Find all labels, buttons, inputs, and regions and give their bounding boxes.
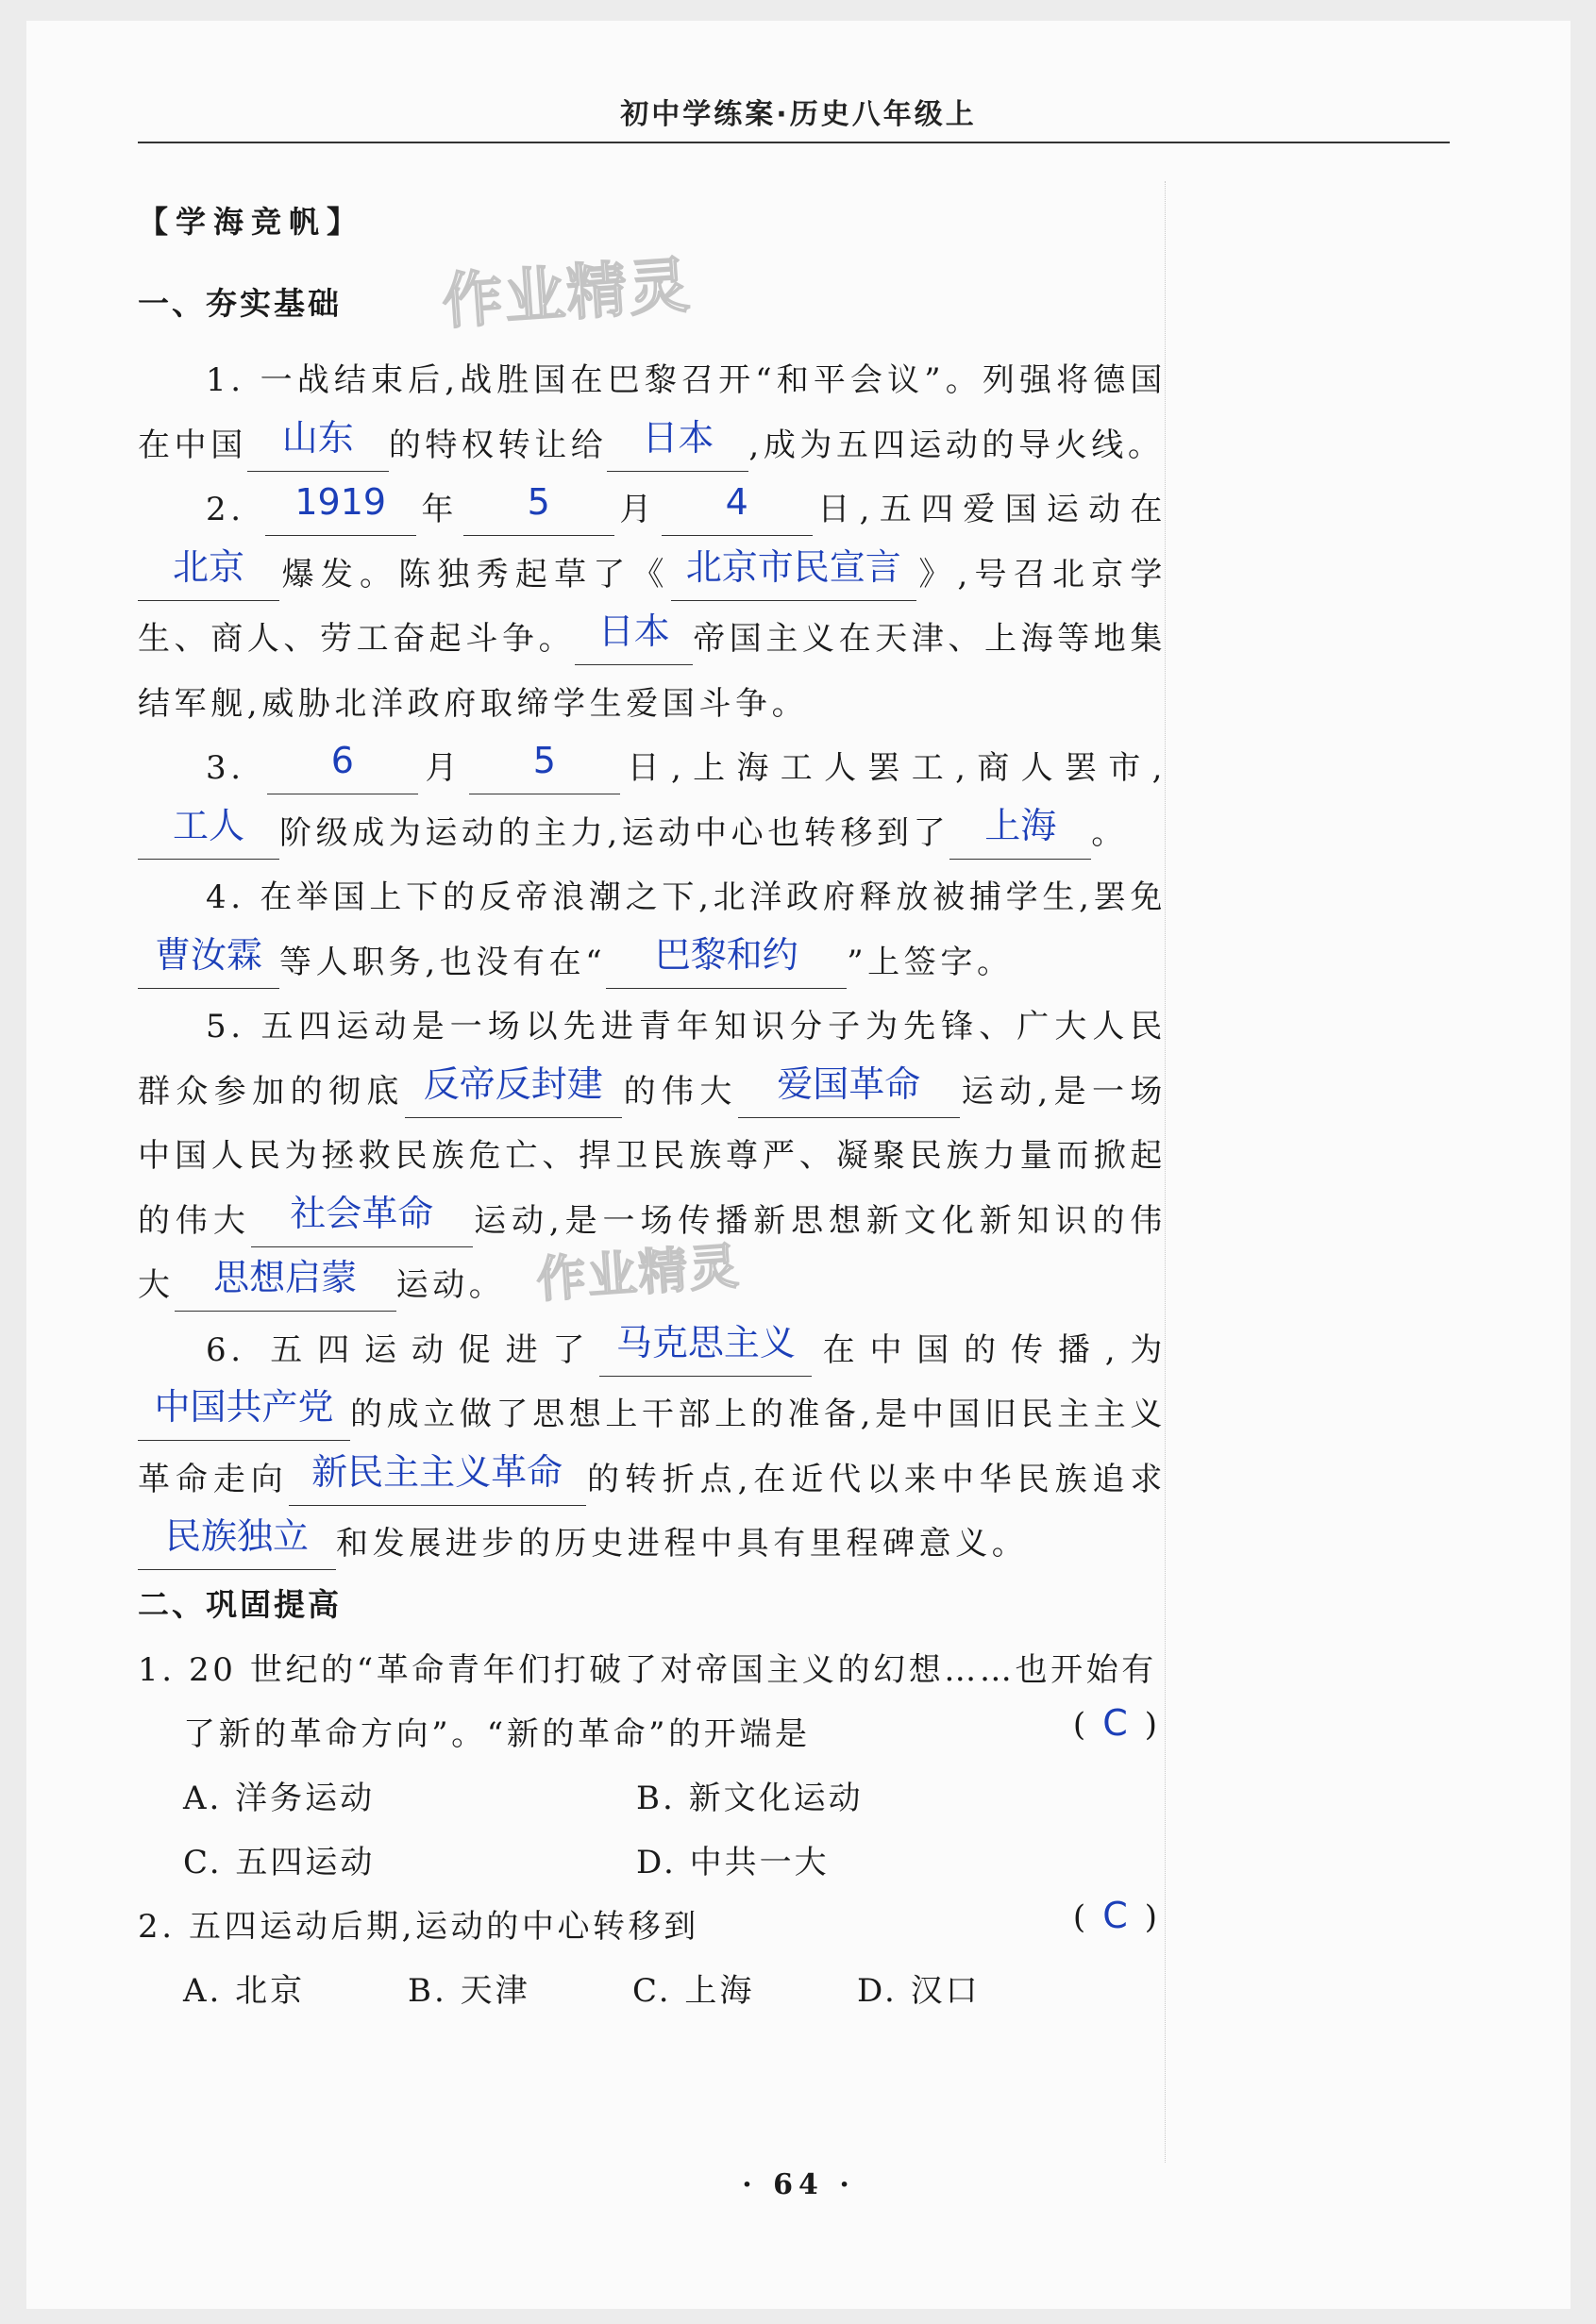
answer-blank[interactable]: 爱国革命 [738, 1072, 960, 1118]
answer-parentheses[interactable]: ( C ) [1072, 1894, 1157, 1936]
answer-blank[interactable]: 日本 [607, 426, 748, 472]
answer-blank[interactable]: 思想启蒙 [175, 1265, 396, 1312]
page-header-title: 初中学练案·历史八年级上 [620, 98, 977, 131]
answer-parentheses[interactable]: ( C ) [1072, 1701, 1157, 1744]
answer-blank[interactable]: 社会革命 [251, 1201, 473, 1247]
main-content [138, 198, 1167, 2023]
question-4: 4. 在举国上下的反帝浪潮之下,北洋政府释放被捕学生,罢免曹汝霖 等人职务,也没有在“ 巴黎和约 ”上签字。 [138, 865, 1167, 995]
option-d[interactable]: D. 中共一大 [636, 1843, 830, 1881]
option-row [138, 1766, 1167, 1831]
workbook-page [26, 21, 1571, 2309]
header-divider [138, 142, 1450, 143]
answer-blank[interactable]: 4 [662, 490, 813, 536]
mc-question-stem: 1. 20 世纪的“革命青年们打破了对帝国主义的幻想……也开始有了新的革命方向”。“新的革命”的开端是 [138, 1650, 1157, 1753]
mc-question-1 [138, 1638, 1167, 1895]
selected-answer: C [1102, 1894, 1128, 1936]
option-b[interactable]: B. 天津 [408, 1971, 530, 2010]
option-c[interactable]: C. 五四运动 [183, 1843, 376, 1881]
answer-blank[interactable]: 1919 [265, 490, 416, 536]
answer-blank[interactable]: 日本 [575, 619, 693, 665]
answer-blank[interactable]: 5 [469, 748, 620, 794]
answer-blank[interactable]: 巴黎和约 [606, 943, 847, 989]
question-5: 5. 五四运动是一场以先进青年知识分子为先锋、广大人民群众参加的彻底 反帝反封建 的伟大 爱国革命 运动,是一场中国人民为拯救民族危亡、捍卫民族尊严、凝聚民族力量而掀起的伟大 社会革命 运动,是一场传播新思想新文化新知识的伟大 思想启蒙 运动。 [138, 995, 1167, 1318]
option-a[interactable]: A. 洋务运动 [183, 1779, 376, 1817]
answer-blank[interactable]: 新民主主义革命 [289, 1460, 586, 1506]
option-row [138, 1831, 1167, 1895]
page-number: · 64 · [742, 2168, 855, 2201]
answer-blank[interactable]: 曹汝霖 [138, 943, 279, 989]
answer-blank[interactable]: 5 [463, 490, 614, 536]
answer-blank[interactable]: 反帝反封建 [405, 1072, 622, 1118]
answer-blank[interactable]: 北京 [138, 555, 279, 601]
answer-blank[interactable]: 山东 [247, 426, 389, 472]
answer-blank[interactable]: 北京市民宣言 [671, 555, 916, 601]
question-2: 2. 1919 年 5 月 4 日,五四爱国运动在北京 爆发。陈独秀起草了《 北京市民宣言 》,号召北京学生、商人、劳工奋起斗争。 日本 帝国主义在天津、上海等地集结军舰,威胁北洋政府取缔学生爱国斗争。 [138, 481, 1168, 723]
option-c[interactable]: C. 上海 [632, 1971, 755, 2010]
question-3: 3. 6 月 5 日,上海工人罢工,商人罢市,工人 阶级成为运动的主力,运动中心也转移到了 上海 。 [138, 736, 1167, 865]
section-tag: 【学海竞帆】 [138, 204, 365, 240]
option-row [138, 1959, 1167, 2023]
question-6: 6. 五四运动促进了 马克思主义 在中国的传播,为中国共产党 的成立做了思想上干部上的准备,是中国旧民主主义革命走向 新民主主义革命 的转折点,在近代以来中华民族追求民族独立 和发展进步的历史进程中具有里程碑意义。 [138, 1318, 1167, 1577]
answer-blank[interactable]: 上海 [949, 813, 1091, 860]
option-d[interactable]: D. 汉口 [857, 1971, 981, 2010]
mc-question-2 [138, 1895, 1167, 2023]
watermark-top: 作业精灵 [440, 250, 694, 339]
answer-blank[interactable]: 工人 [138, 813, 279, 860]
answer-blank[interactable]: 中国共产党 [138, 1395, 350, 1441]
answer-blank[interactable]: 6 [267, 748, 418, 794]
answer-blank[interactable]: 马克思主义 [599, 1330, 812, 1377]
part2-title: 二、巩固提高 [138, 1585, 342, 1623]
question-1: 1. 一战结束后,战胜国在巴黎召开“和平会议”。列强将德国在中国 山东 的特权转让给 日本 ,成为五四运动的导火线。 [138, 348, 1167, 477]
watermark-middle: 作业精灵 [534, 1238, 743, 1310]
option-a[interactable]: A. 北京 [183, 1971, 306, 2010]
answer-blank[interactable]: 民族独立 [138, 1524, 336, 1570]
mc-question-stem: 2. 五四运动后期,运动的中心转移到 [138, 1907, 699, 1946]
selected-answer: C [1102, 1701, 1128, 1744]
option-b[interactable]: B. 新文化运动 [636, 1779, 864, 1817]
part1-title: 一、夯实基础 [138, 285, 342, 322]
